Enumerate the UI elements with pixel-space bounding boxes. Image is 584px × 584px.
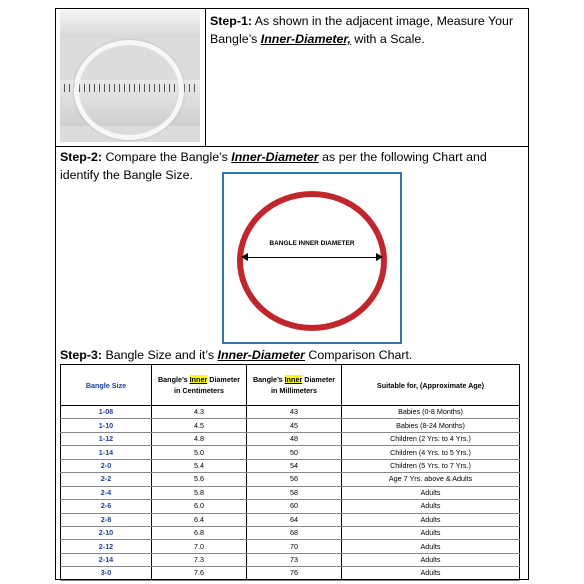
cell-age: Adults <box>342 553 520 566</box>
step2-text-b: as per the following Chart and identify the Bangle Size. <box>60 150 487 182</box>
cell-millimeters: 68 <box>247 526 342 539</box>
cell-age: Adults <box>342 567 520 580</box>
bangle-circle <box>237 191 387 331</box>
cell-millimeters: 64 <box>247 513 342 526</box>
cell-size: 2-4 <box>61 486 152 499</box>
diameter-arrow <box>242 257 382 258</box>
table-row <box>61 473 520 486</box>
cell-age: Adults <box>342 513 520 526</box>
step2-text-a: Compare the Bangle’s <box>102 150 232 164</box>
cell-centimeters: 4.3 <box>152 406 247 419</box>
table-row <box>61 432 520 445</box>
step1-text <box>210 12 525 48</box>
cell-size: 1-12 <box>61 432 152 445</box>
cell-millimeters: 60 <box>247 500 342 513</box>
cell-centimeters: 5.0 <box>152 446 247 459</box>
cell-centimeters: 5.8 <box>152 486 247 499</box>
bangle-diagram <box>222 172 402 344</box>
cell-age: Adults <box>342 500 520 513</box>
cell-centimeters: 6.0 <box>152 500 247 513</box>
step1-emphasis: Inner-Diameter, <box>260 32 351 46</box>
cell-age: Babies (0-8 Months) <box>342 406 520 419</box>
cell-centimeters: 7.6 <box>152 567 247 580</box>
step1-text-a: As shown in the adjacent image, Measure <box>252 14 489 28</box>
header-millimeters: Bangle’s Inner Diameter in Millimeters <box>247 365 342 406</box>
cell-size: 1-14 <box>61 446 152 459</box>
table-row <box>61 553 520 566</box>
table-row <box>61 500 520 513</box>
table-row <box>61 513 520 526</box>
table-row <box>61 406 520 419</box>
dish-image <box>60 10 200 38</box>
cell-size: 2-8 <box>61 513 152 526</box>
cell-millimeters: 70 <box>247 540 342 553</box>
diagram-label: BANGLE INNER DIAMETER <box>269 240 355 247</box>
cell-age: Adults <box>342 540 520 553</box>
header-bangle-size: Bangle Size <box>61 365 152 406</box>
cell-millimeters: 58 <box>247 486 342 499</box>
cell-size: 1-08 <box>61 406 152 419</box>
step3-label: Step-3: <box>60 348 102 362</box>
cell-age: Adults <box>342 486 520 499</box>
cell-size: 3-0 <box>61 567 152 580</box>
header-centimeters: Bangle’s Inner Diameter in Centimeters <box>152 365 247 406</box>
table-row <box>61 446 520 459</box>
cell-size: 2-14 <box>61 553 152 566</box>
cell-millimeters: 54 <box>247 459 342 472</box>
step2-label: Step-2: <box>60 150 102 164</box>
table-row <box>61 526 520 539</box>
cell-age: Children (4 Yrs. to 5 Yrs.) <box>342 446 520 459</box>
step1-label: Step-1: <box>210 14 252 28</box>
cell-millimeters: 43 <box>247 406 342 419</box>
table-row <box>61 540 520 553</box>
cell-size: 2-2 <box>61 473 152 486</box>
step2-emphasis: Inner-Diameter <box>231 150 319 164</box>
table-header-row <box>61 365 520 406</box>
cell-size: 1-10 <box>61 419 152 432</box>
cell-millimeters: 56 <box>247 473 342 486</box>
cell-centimeters: 6.4 <box>152 513 247 526</box>
cell-millimeters: 76 <box>247 567 342 580</box>
cell-age: Adults <box>342 526 520 539</box>
table-row <box>61 459 520 472</box>
cell-centimeters: 7.0 <box>152 540 247 553</box>
cell-millimeters: 50 <box>247 446 342 459</box>
cell-age: Age 7 Yrs. above & Adults <box>342 473 520 486</box>
cell-size: 2-10 <box>61 526 152 539</box>
step1-text-b: Your Bangle’s <box>210 14 514 46</box>
table-row <box>61 419 520 432</box>
cell-centimeters: 6.8 <box>152 526 247 539</box>
cell-centimeters: 4.8 <box>152 432 247 445</box>
column-divider <box>205 8 206 147</box>
cell-age: Children (5 Yrs. to 7 Yrs.) <box>342 459 520 472</box>
cell-size: 2-0 <box>61 459 152 472</box>
step3-text <box>60 347 525 363</box>
cell-size: 2-6 <box>61 500 152 513</box>
cell-centimeters: 5.6 <box>152 473 247 486</box>
bangle-ring-image <box>74 40 184 140</box>
section-divider <box>55 146 529 147</box>
cell-millimeters: 45 <box>247 419 342 432</box>
cell-size: 2-12 <box>61 540 152 553</box>
table-row <box>61 567 520 580</box>
size-chart-table <box>60 364 520 581</box>
cell-centimeters: 4.5 <box>152 419 247 432</box>
header-suitable-age: Suitable for, (Approximate Age) <box>342 365 520 406</box>
step1-text-c: with a Scale. <box>350 32 425 46</box>
step3-text-a: Bangle Size and it’s <box>102 348 218 362</box>
cell-centimeters: 5.4 <box>152 459 247 472</box>
cell-millimeters: 73 <box>247 553 342 566</box>
step3-text-b: Comparison Chart. <box>304 348 413 362</box>
cell-centimeters: 7.3 <box>152 553 247 566</box>
bangle-photo <box>60 10 200 142</box>
table-row <box>61 486 520 499</box>
step3-emphasis: Inner-Diameter <box>217 348 305 362</box>
cell-age: Children (2 Yrs. to 4 Yrs.) <box>342 432 520 445</box>
cell-millimeters: 48 <box>247 432 342 445</box>
cell-age: Babies (8-24 Months) <box>342 419 520 432</box>
